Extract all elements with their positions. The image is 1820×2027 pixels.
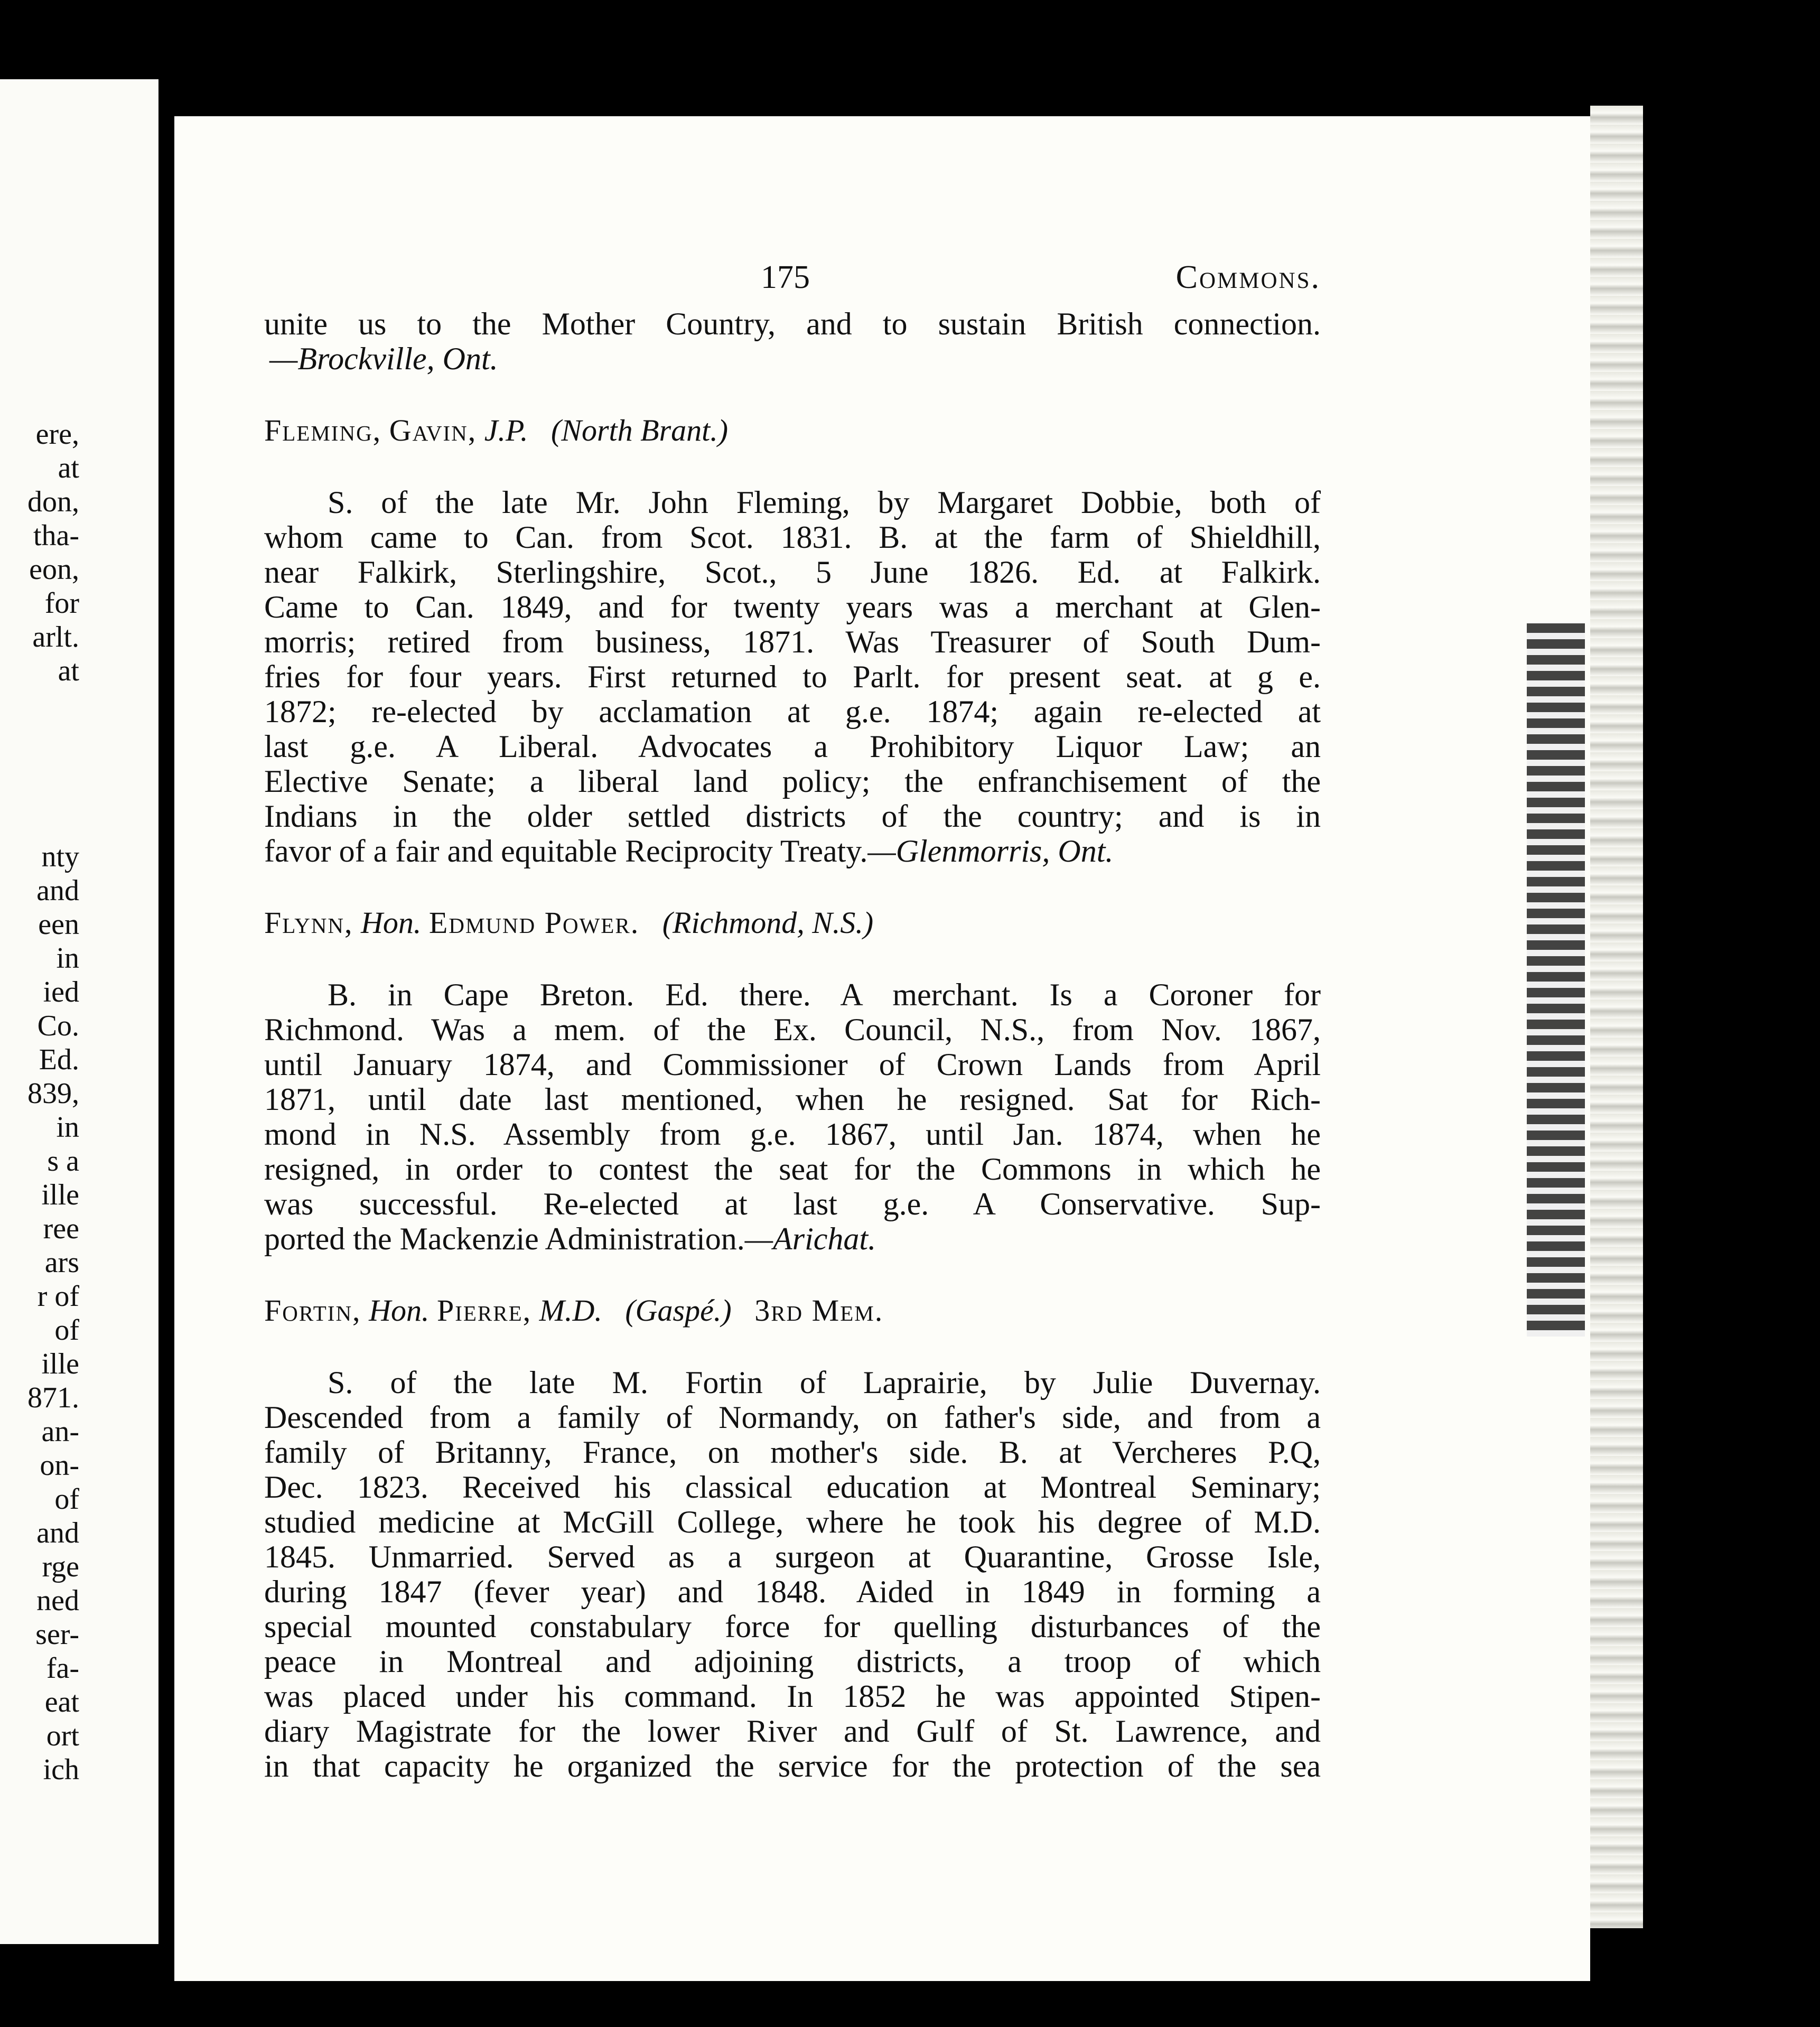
left-fragment: 839, xyxy=(27,1077,79,1110)
entry-surname: Fortin, xyxy=(264,1293,361,1328)
left-fragment: arlt. xyxy=(32,621,79,653)
left-page-edge xyxy=(0,79,158,1944)
carryover-line: unite us to the Mother Country, and to sustain British connection. xyxy=(264,306,1321,341)
left-fragment: eat xyxy=(44,1686,79,1718)
entry-body xyxy=(264,977,1321,1256)
left-fragment: 871. xyxy=(27,1381,79,1414)
entry-heading xyxy=(264,413,1321,448)
body-line: studied medicine at McGill College, where he took his degree of M.D. xyxy=(264,1505,1321,1539)
left-fragment: at xyxy=(58,452,79,484)
body-line: was placed under his command. In 1852 he was appointed Stipen- xyxy=(264,1679,1321,1714)
body-line-text: ported the Mackenzie Administration. xyxy=(264,1221,745,1256)
entry-surname: Fleming, xyxy=(264,413,382,447)
body-line: B. in Cape Breton. Ed. there. A merchant. Is a Coroner for xyxy=(328,977,1321,1012)
left-fragment: ort xyxy=(46,1720,79,1752)
left-fragment: and xyxy=(36,874,79,907)
body-line: Descended from a family of Normandy, on father's side, and from a xyxy=(264,1400,1321,1435)
entry-flynn xyxy=(264,905,1321,1256)
body-line: fries for four years. First returned to Parlt. for present seat. at g e. xyxy=(264,659,1321,694)
entry-given-name: Gavin, xyxy=(389,413,477,447)
library-stamp xyxy=(1527,623,1585,1337)
left-fragment: at xyxy=(58,655,79,687)
left-fragment: and xyxy=(36,1517,79,1549)
left-fragment: rge xyxy=(42,1550,79,1583)
left-fragment: don, xyxy=(27,485,79,518)
body-line: 1845. Unmarried. Served as a surgeon at Quarantine, Grosse Isle, xyxy=(264,1539,1321,1574)
entry-honorific: Hon. xyxy=(361,905,422,940)
running-head: Commons. xyxy=(1175,259,1321,295)
left-fragment: of xyxy=(54,1314,79,1347)
left-fragment: for xyxy=(44,587,79,620)
body-line: peace in Montreal and adjoining districts, a troop of which xyxy=(264,1644,1321,1679)
entry-title-suffix: J.P. xyxy=(484,413,528,447)
body-last-line xyxy=(264,1221,1321,1256)
left-fragment: nty xyxy=(41,840,79,873)
left-fragment: r of xyxy=(37,1280,79,1313)
left-fragment: fa- xyxy=(46,1652,79,1685)
body-line: until January 1874, and Commissioner of Crown Lands from April xyxy=(264,1047,1321,1082)
body-line: Richmond. Was a mem. of the Ex. Council, N.S., from Nov. 1867, xyxy=(264,1012,1321,1047)
entry-body xyxy=(264,485,1321,868)
entry-fortin xyxy=(264,1293,1321,1783)
left-fragment: Co. xyxy=(37,1010,79,1042)
carryover-signoff: —Brockville, Ont. xyxy=(269,341,498,376)
right-page-edge xyxy=(1590,106,1643,1928)
body-line: Dec. 1823. Received his classical education at Montreal Seminary; xyxy=(264,1470,1321,1505)
body-line: S. of the late Mr. John Fleming, by Margaret Dobbie, both of xyxy=(328,485,1321,520)
left-fragment: s a xyxy=(47,1145,79,1178)
left-fragment: of xyxy=(54,1483,79,1516)
entry-member-rank: 3rd Mem. xyxy=(754,1293,884,1328)
body-line: diary Magistrate for the lower River and Gulf of St. Lawrence, and xyxy=(264,1714,1321,1749)
left-fragment: ille xyxy=(41,1179,79,1211)
body-line: 1872; re-elected by acclamation at g.e. 1874; again re-elected at xyxy=(264,694,1321,729)
body-line: 1871, until date last mentioned, when he resigned. Sat for Rich- xyxy=(264,1082,1321,1117)
left-fragment: an- xyxy=(41,1415,79,1448)
left-fragment: een xyxy=(38,908,79,941)
entry-fleming xyxy=(264,413,1321,868)
left-fragment: eon, xyxy=(29,553,79,586)
body-line: special mounted constabulary force for quelling disturbances of the xyxy=(264,1609,1321,1644)
body-line-text: favor of a fair and equitable Reciprocity Treaty. xyxy=(264,834,868,868)
entry-title-suffix: M.D. xyxy=(539,1293,602,1328)
body-line: whom came to Can. from Scot. 1831. B. at the farm of Shieldhill, xyxy=(264,520,1321,555)
left-fragment: on- xyxy=(40,1449,79,1482)
entry-constituency: (Richmond, N.S.) xyxy=(662,905,874,940)
left-fragment: in xyxy=(56,1111,79,1144)
carryover-paragraph xyxy=(264,306,1321,376)
entry-constituency: (Gaspé.) xyxy=(625,1293,732,1328)
body-line: was successful. Re-elected at last g.e. A Conservative. Sup- xyxy=(264,1187,1321,1221)
body-last-line xyxy=(264,834,1321,868)
entry-given-name: Pierre, xyxy=(436,1293,532,1328)
body-line: in that capacity he organized the service for the protection of the sea xyxy=(264,1749,1321,1783)
body-line: morris; retired from business, 1871. Was Treasurer of South Dum- xyxy=(264,624,1321,659)
body-line: last g.e. A Liberal. Advocates a Prohibitory Liquor Law; an xyxy=(264,729,1321,764)
body-line: S. of the late M. Fortin of Laprairie, by Julie Duvernay. xyxy=(328,1365,1321,1400)
entry-heading xyxy=(264,1293,1321,1328)
body-line: Elective Senate; a liberal land policy; the enfranchisement of the xyxy=(264,764,1321,799)
body-line: Came to Can. 1849, and for twenty years was a merchant at Glen- xyxy=(264,590,1321,624)
body-line: family of Britanny, France, on mother's side. B. at Vercheres P.Q, xyxy=(264,1435,1321,1470)
left-fragment: ich xyxy=(43,1753,79,1786)
left-fragment: ere, xyxy=(35,418,79,451)
entry-signoff: —Glenmorris, Ont. xyxy=(867,834,1114,868)
body-line: resigned, in order to contest the seat for the Commons in which he xyxy=(264,1152,1321,1187)
body-line: Indians in the older settled districts of the country; and is in xyxy=(264,799,1321,834)
entry-signoff: —Arichat. xyxy=(744,1221,876,1256)
left-fragment: ser- xyxy=(35,1618,79,1651)
entry-constituency: (North Brant.) xyxy=(550,413,729,447)
entry-honorific: Hon. xyxy=(369,1293,430,1328)
entry-heading xyxy=(264,905,1321,940)
entry-surname: Flynn, xyxy=(264,905,353,940)
page-number: 175 xyxy=(761,259,810,295)
left-fragment: ied xyxy=(43,976,79,1008)
body-line: mond in N.S. Assembly from g.e. 1867, until Jan. 1874, when he xyxy=(264,1117,1321,1152)
body-line: near Falkirk, Sterlingshire, Scot., 5 June 1826. Ed. at Falkirk. xyxy=(264,555,1321,590)
left-fragment: ned xyxy=(36,1584,79,1617)
left-fragment: tha- xyxy=(33,519,79,552)
left-fragment: Ed. xyxy=(39,1043,79,1076)
entry-body xyxy=(264,1365,1321,1783)
left-fragment: ille xyxy=(41,1348,79,1380)
entry-given-name: Edmund Power. xyxy=(428,905,640,940)
body-line: during 1847 (fever year) and 1848. Aided in 1849 in forming a xyxy=(264,1574,1321,1609)
left-fragment: ars xyxy=(44,1246,79,1279)
text-block xyxy=(264,259,1321,1783)
page-header xyxy=(264,259,1321,306)
left-fragment: in xyxy=(56,942,79,975)
left-fragment: ree xyxy=(43,1212,79,1245)
